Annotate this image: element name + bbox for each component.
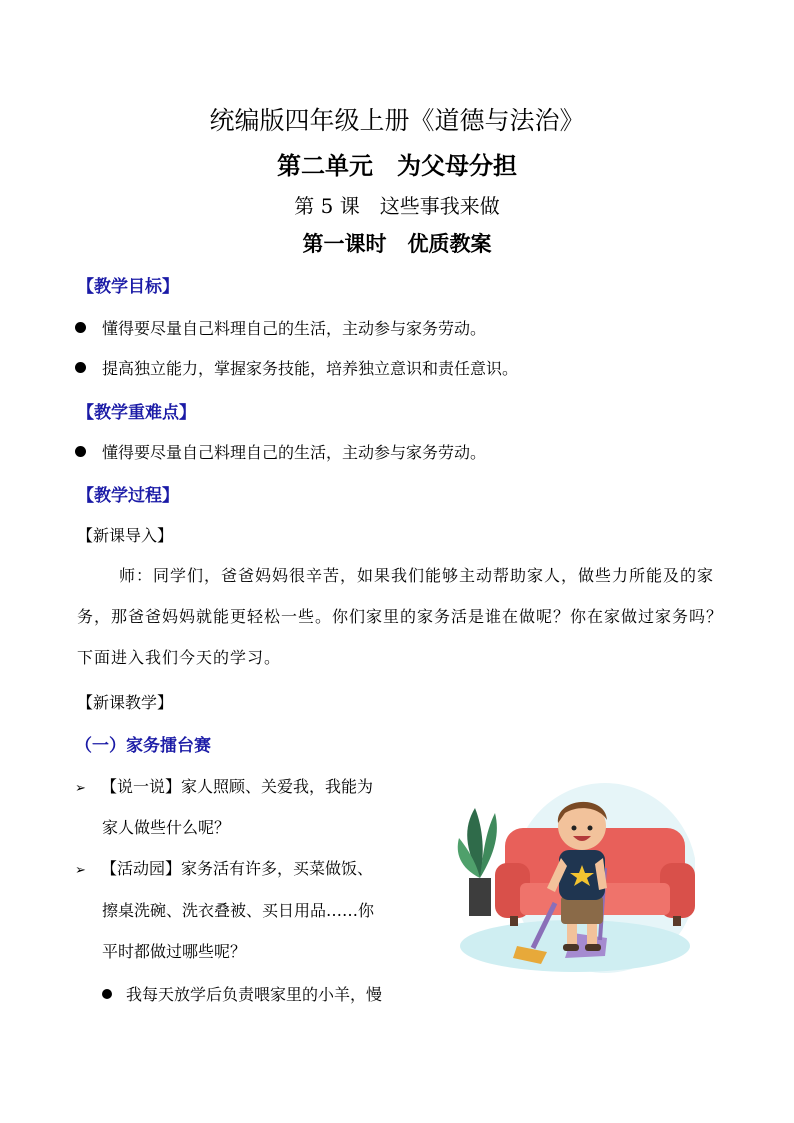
boy-sweeping-floor-icon [455,768,695,978]
process-heading: 【教学过程】 [77,486,179,506]
book-title: 统编版四年级上册《道德与法治》 [209,106,585,135]
keypoints-heading: 【教学重难点】 [77,403,196,423]
sub-bullet-item [102,982,382,1005]
teach-label: 【新课教学】 [77,693,174,712]
unit-title: 第二单元 为父母分担 [277,151,517,180]
bullet-icon [75,446,86,457]
goal-item [75,316,486,339]
activity-text-cont: 擦桌洗碗、洗衣叠被、买日用品……你 [102,901,375,920]
goal-text: 懂得要尽量自己料理自己的生活，主动参与家务劳动。 [102,319,487,338]
intro-label: 【新课导入】 [77,526,174,545]
goals-heading: 【教学目标】 [77,277,179,297]
section-title: （一）家务擂台赛 [75,736,211,756]
activity-text: 【活动园】家务活有许多，买菜做饭、 [101,859,374,878]
goal-item [75,356,518,379]
period-title: 第一课时 优质教案 [302,231,492,256]
arrow-bullet-icon: ➢ [75,863,86,878]
intro-text: 师：同学们，爸爸妈妈很辛苦，如果我们能够主动帮助家人，做些力所能及的家务，那爸爸妈妈就能更轻松一些。你们家里的家务活是谁在做呢？你在家做过家务吗？下面进入我们今天的学习。 [77,566,724,667]
lesson-title: 第 5 课 这些事我来做 [294,194,500,218]
bullet-icon [75,322,86,333]
sub-bullet-text: 我每天放学后负责喂家里的小羊，慢 [126,985,383,1004]
activity-text-cont: 平时都做过哪些呢？ [102,942,247,961]
goal-text: 提高独立能力，掌握家务技能，培养独立意识和责任意识。 [102,359,519,378]
keypoint-item [75,440,486,463]
keypoint-text: 懂得要尽量自己料理自己的生活，主动参与家务劳动。 [102,443,487,462]
activity-item [75,856,373,879]
bullet-icon [75,362,86,373]
bullet-icon [102,989,112,999]
intro-paragraph [77,555,727,678]
activity-item [75,774,373,797]
activity-text-cont: 家人做些什么呢？ [102,818,231,837]
activity-text: 【说一说】家人照顾、关爱我，我能为 [101,777,374,796]
arrow-bullet-icon: ➢ [75,781,86,796]
